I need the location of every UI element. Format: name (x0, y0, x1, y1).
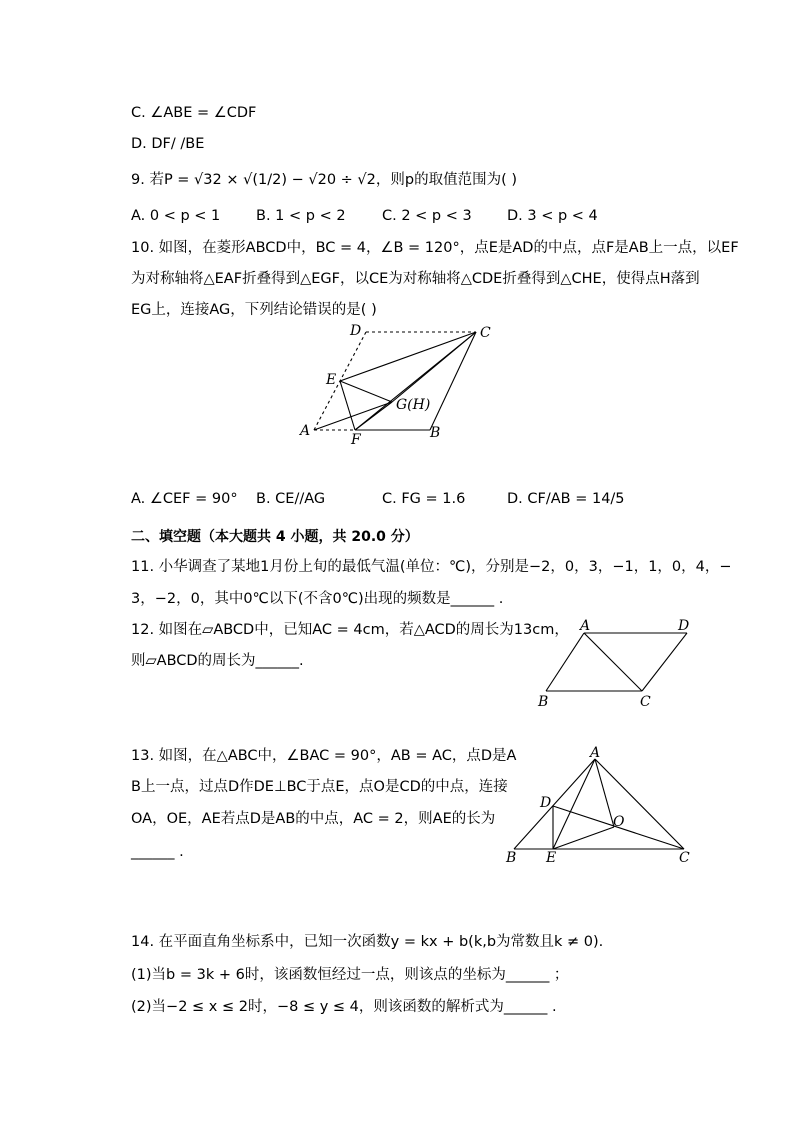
q9-stem: 9. 若P = √32 × √(1/2) − √20 ÷ √2，则p的取值范围为( ) (131, 172, 518, 188)
q8-option-d: D. DF/ /BE (131, 136, 205, 152)
q10-option-d: D. CF/AB = 14/5 (507, 491, 625, 507)
q10-label-a: A (300, 423, 311, 439)
q12-label-c: C (640, 694, 651, 710)
q13-label-d: D (540, 795, 552, 811)
q9-option-b: B. 1 < p < 2 (256, 208, 346, 224)
q14-line3: (2)当−2 ≤ x ≤ 2时，−8 ≤ y ≤ 4，则该函数的解析式为______ . (131, 999, 557, 1015)
q10-label-gh: G(H) (396, 397, 431, 413)
q13-label-b: B (506, 850, 517, 866)
q10-line1: 10. 如图，在菱形ABCD中，BC = 4，∠B = 120°，点E是AD的中点，点F是AB上一点，以EF (131, 240, 739, 256)
q11-line2: 3，−2，0，其中0℃以下(不含0℃)出现的频数是______ . (131, 591, 504, 607)
q10-label-f: F (351, 432, 361, 448)
q12-label-b: B (538, 694, 549, 710)
q12-label-a: A (580, 618, 591, 634)
q10-line3: EG上，连接AG，下列结论错误的是( ) (131, 302, 377, 318)
q12-line2: 则▱ABCD的周长为______. (131, 653, 304, 669)
q13-label-c: C (679, 850, 690, 866)
q10-label-c: C (480, 325, 491, 341)
q11-line1: 11. 小华调查了某地1月份上旬的最低气温(单位：℃)，分别是−2，0，3，−1，1，0，4，− (131, 559, 732, 575)
q9-option-d: D. 3 < p < 4 (507, 208, 598, 224)
q10-label-e: E (326, 372, 337, 388)
q13-line1: 13. 如图，在△ABC中，∠BAC = 90°，AB = AC，点D是A (131, 748, 517, 764)
section-2-heading: 二、填空题（本大题共 4 小题，共 20.0 分） (131, 529, 419, 545)
q10-label-b: B (430, 425, 441, 441)
q13-triangle-figure (500, 742, 700, 867)
q13-line3: OA，OE，AE若点D是AB的中点，AC = 2，则AE的长为 (131, 811, 496, 827)
q10-label-d: D (350, 323, 362, 339)
q9-option-c: C. 2 < p < 3 (382, 208, 472, 224)
q9-option-a: A. 0 < p < 1 (131, 208, 221, 224)
q13-line4: ______ . (131, 844, 184, 860)
q10-option-a: A. ∠CEF = 90° (131, 491, 238, 507)
q10-rhombus-figure (290, 318, 510, 453)
q14-line2: (1)当b = 3k + 6时，该函数恒经过一点，则该点的坐标为______ ； (131, 967, 569, 983)
q12-parallelogram-figure (532, 616, 702, 712)
q10-option-c: C. FG = 1.6 (382, 491, 466, 507)
q12-label-d: D (678, 618, 690, 634)
q13-label-e: E (546, 850, 557, 866)
q14-line1: 14. 在平面直角坐标系中，已知一次函数y = kx + b(k,b为常数且k ≠ 0). (131, 934, 604, 950)
q8-option-c: C. ∠ABE = ∠CDF (131, 105, 257, 121)
q13-label-o: O (613, 814, 625, 830)
q13-label-a: A (590, 745, 601, 761)
q10-line2: 为对称轴将△EAF折叠得到△EGF，以CE为对称轴将△CDE折叠得到△CHE，使得点H落到 (131, 271, 700, 287)
q12-line1: 12. 如图在▱ABCD中，已知AC = 4cm，若△ACD的周长为13cm， (131, 622, 569, 638)
q13-line2: B上一点，过点D作DE⊥BC于点E，点O是CD的中点，连接 (131, 779, 508, 795)
q10-option-b: B. CE//AG (256, 491, 326, 507)
